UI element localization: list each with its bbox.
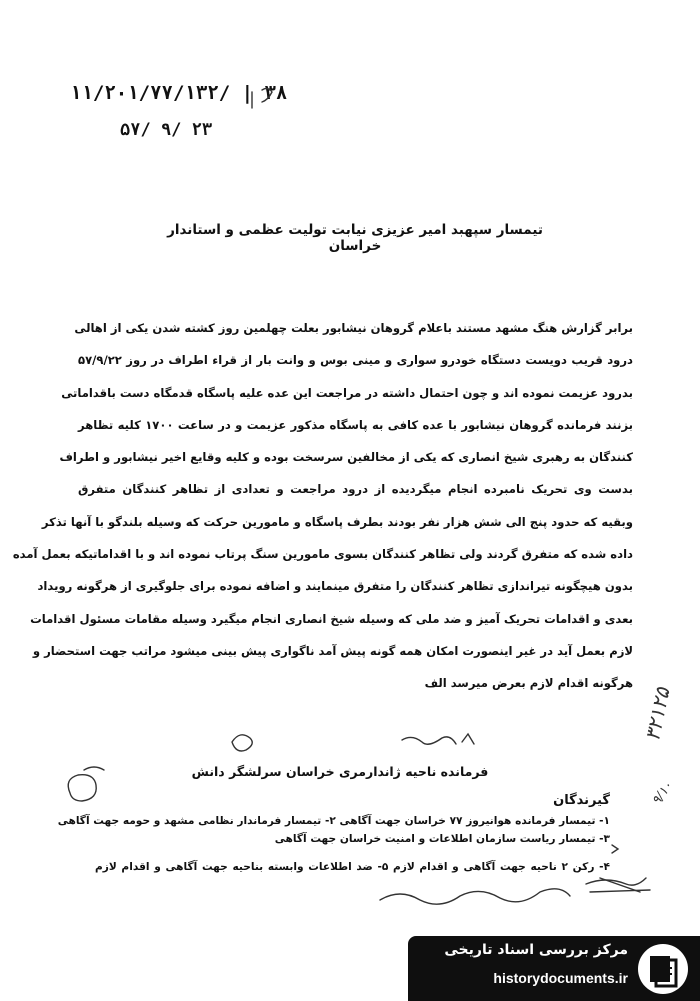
recipient-item: ۳- تیمسار ریاست سازمان اطلاعات و امنیت خراسان جهت آگاهی	[274, 833, 610, 845]
archive-logo-icon	[636, 942, 690, 996]
body-line: درود قریب دویست دستگاه خودرو سواری و مینی بوس و وانت بار از قراء اطراف در روز ۵۷/۹/۲۲	[78, 353, 633, 368]
watermark-url: historydocuments.ir	[493, 970, 628, 986]
body-line: بعدی و اقدامات تحریک آمیز و ضد ملی که وسیله شیخ انصاری انجام میگیرد وسیله مقامات مسئول اقدامات	[30, 611, 633, 626]
body-line: بزنند فرمانده گروهان نیشابور با عده کافی به پاسگاه مذکور عزیمت و در ساعت ۱۷۰۰ کلیه تظاهر	[78, 417, 634, 432]
body-line: بدرود عزیمت نموده اند و چون احتمال داشته در مراجعت این عده علیه پاسگاه قدمگاه دست باقداماتی	[61, 385, 633, 400]
reference-number: ۱۱/۲۰۱/۷۷/۱۳۲/ | ۳۸	[70, 82, 288, 104]
handwritten-side-note: ۹/۱۰	[649, 778, 677, 809]
body-line: داده شده که متفرق گردند ولی تظاهر کنندگان بسوی مامورین سنگ پرتاب نموده اند و با اقداماتیکه بعمل آمده	[12, 547, 633, 562]
body-line: لازم بعمل آید در غیر اینصورت امکان همه گونه پیش آمد ناگواری پیش بینی میشود مراتب جهت استحضار و	[32, 643, 633, 658]
recipients-list	[57, 812, 610, 876]
handwritten-side-number: ۳۲۱۲۵	[640, 685, 675, 743]
addressee-line: تیمسار سپهبد امیر عزیزی نیابت تولیت عظمی و استاندار خراسان	[167, 222, 543, 254]
recipient-item: ۴- رکن ۲ ناحیه جهت آگاهی و اقدام لازم ۵- ضد اطلاعات وابسته بناحیه جهت آگاهی و اقدام لازم	[95, 861, 610, 873]
reference-date: ۵۷/ ۹/ ۲۳	[120, 120, 213, 140]
body-line: وبقیه که حدود پنج الی شش هزار نفر بودند بطرف پاسگاه و مامورین حرکت که وسیله بلندگو با آنها تذکر	[41, 514, 633, 529]
recipients-title: گیرندگان	[553, 793, 610, 808]
body-line: بدون هیچگونه تیراندازی تظاهر کنندگان را متفرق مینمایند و اضافه نموده برای جلوگیری از هرگونه رویداد	[37, 579, 633, 594]
body-line: کنندگان به رهبری شیخ انصاری که یکی از مخالفین سرسخت بوده و کلیه وقایع اخیر نیشابور و اطراف	[59, 450, 633, 465]
letter-body	[12, 312, 634, 700]
body-line-last: هرگونه اقدام لازم بعرض میرسد الف	[424, 676, 633, 691]
recipient-item: ۱- تیمسار فرمانده هوانیروز ۷۷ خراسان جهت آگاهی ۲- تیمسار فرماندار نظامی مشهد و حومه جهت آگاهی	[57, 815, 610, 827]
signature-line: فرمانده ناحیه ژاندارمری خراسان سرلشگر دانش	[191, 764, 489, 779]
body-line: بدست وی تحریک نامبرده انجام میگردیده از درود مراجعت و تعدادی از تظاهر کنندگان متفرق	[78, 482, 633, 497]
watermark-title: مرکز بررسی اسناد تاریخی	[444, 942, 628, 958]
archive-watermark	[408, 936, 700, 1001]
body-line: برابر گزارش هنگ مشهد مستند باعلام گروهان نیشابور بعلت چهلمین روز کشته شدن یکی از اهالی	[74, 321, 633, 335]
